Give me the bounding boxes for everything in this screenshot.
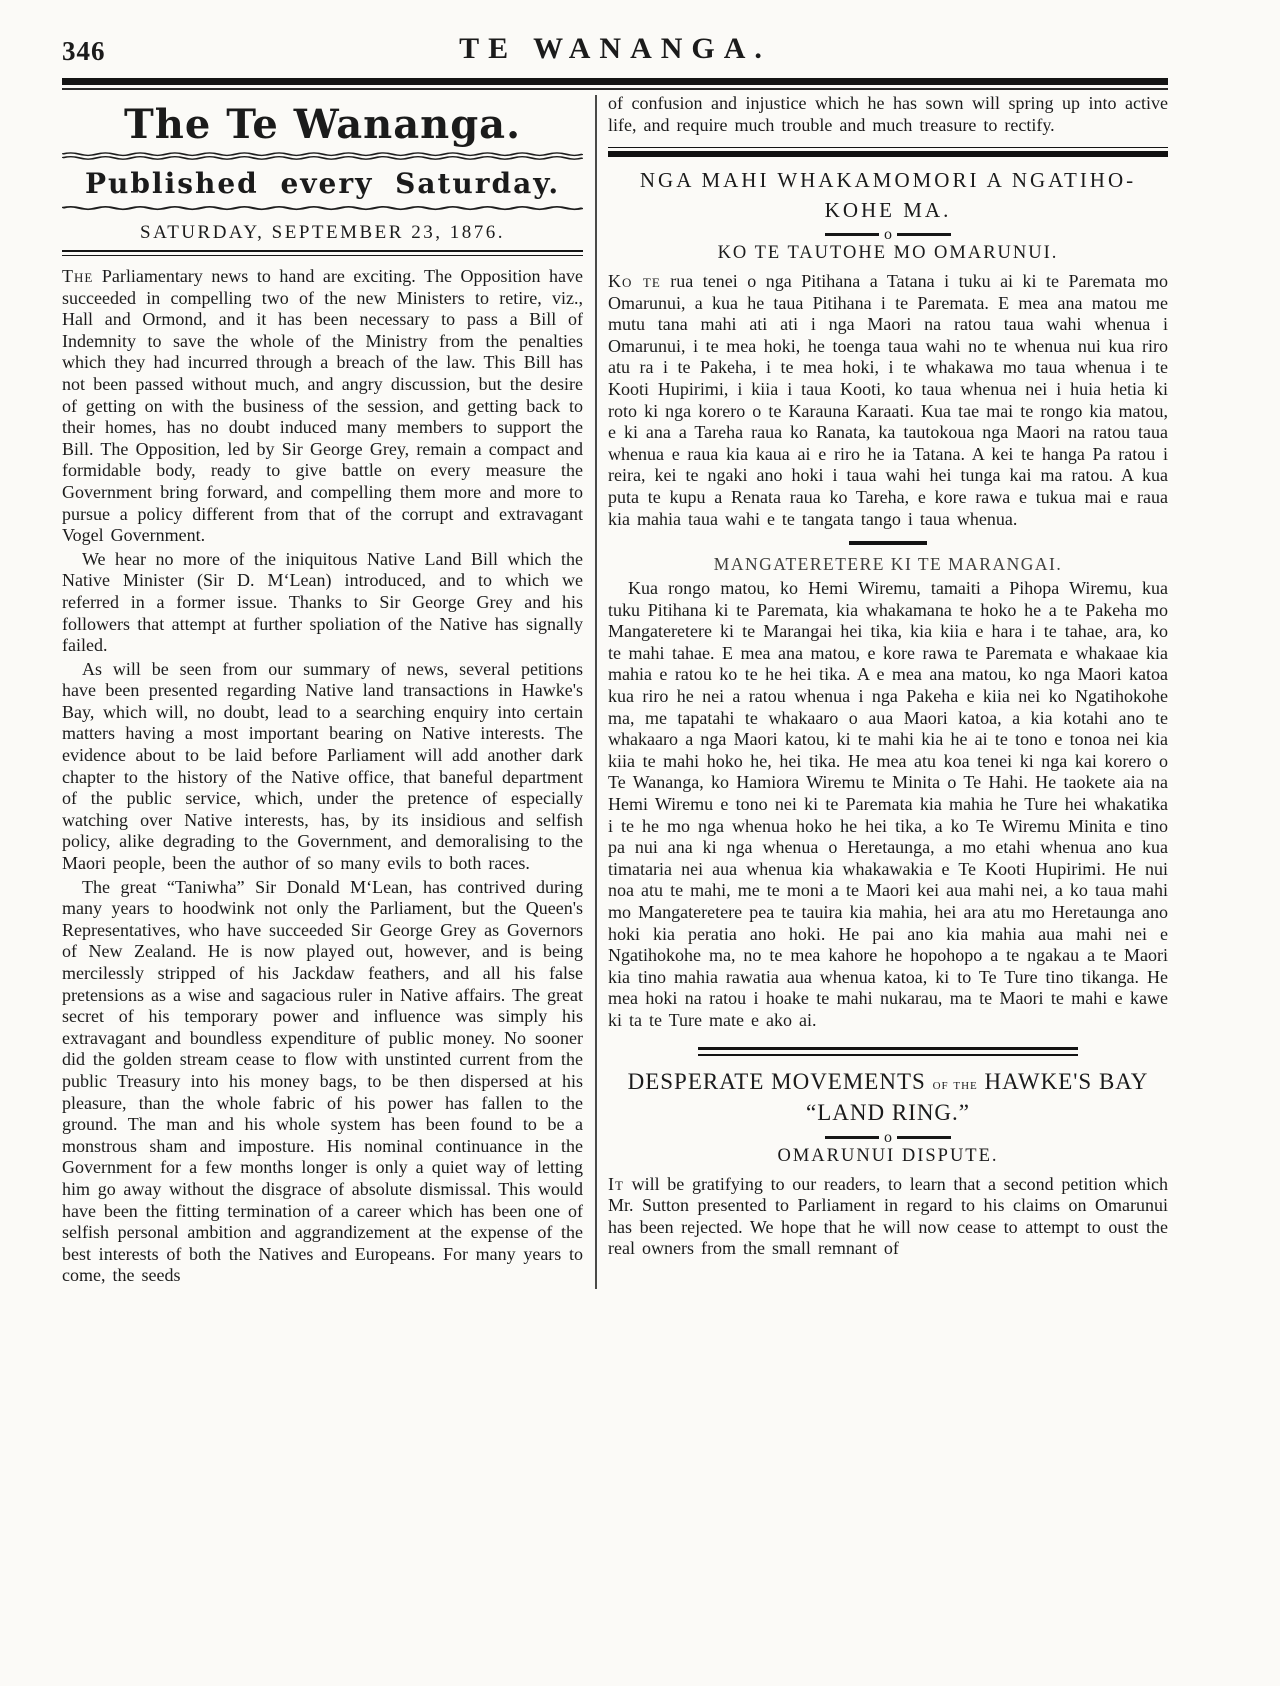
editorial-paragraph (62, 266, 583, 547)
separator-o: o (884, 1128, 892, 1146)
article-heading-mangateretere: MANGATERETERE KI TE MARANGAI. (713, 554, 1063, 575)
header-rule (62, 78, 1168, 90)
short-rule (849, 541, 927, 545)
paragraph-text: of confusion and injustice which he has sown will spring up into active life, and require much trouble and much treasure to rectify. (608, 93, 1168, 135)
paragraph-text: rua tenei o nga Pitihana a Tatana i tuku ai ki te Paremata mo Omarunui, a kua he taua Pitihana i te Paremata. E mea ana matou me mutu tana mahi ati ati i nga Maori na ratou taua wahi whenua i Omarunui, i te mea hoki, he toenga taua wahi no te whenua nui kua riro atu ra i te Pakeha, i te mea hoki, i te whakawa mo taua whenua i te Kooti Hupirimi, i kiia i taua Kooti, ko taua whenua nei i huia hetia ki roto ki nga korero o te Karauna Karaati. Kua tae mai te rongo kia matou, e ki ana a Tareha raua ko Ranata, ka tautokoua nga Maori na ratou taua whenua e raua kia kaua ai e riro he ia Tatana. A kei te hanga Pa ratou i reira, kei te ngaki ano hoki i taua wahi hei tunga kai ma ratou. A kua puta te kupu a Renata raua ko Tareha, e kore rawa e tukua mai e raua kia mahia taua wahi e te tangata tango i taua whenua. (608, 270, 1169, 529)
article-subheading-tautohe: KO TE TAUTOHE MO OMARUNUI. (717, 242, 1059, 263)
editorial-paragraph (62, 549, 583, 657)
ornament-separator (608, 1128, 1168, 1146)
separator-o: o (884, 225, 892, 243)
separator-line (897, 233, 951, 236)
decorative-wavy-rule (62, 203, 583, 213)
heading-part: HAWKE'S BAY “LAND RING.” (805, 1068, 1149, 1125)
date-line: SATURDAY, SEPTEMBER 23, 1876. (140, 222, 505, 243)
paragraph-text: As will be seen from our summary of news, several petitions have been presented regarding Native land transactions in Hawke's Bay, which will, no doubt, lead to a searching enquiry into certain matters having a most important bearing on Native interests. The evidence about to be laid before Parliament will add another dark chapter to the history of the Native office, that baneful department of the public service, which, under the pretence of especially watching over Native interests, has, by its insidious and selfish policy, alike degrading to the Government, and demoralising to the Maori people, been the author of so many evils to both races. (62, 658, 583, 874)
double-rule (62, 250, 583, 256)
published-line: Published every Saturday. (84, 167, 561, 200)
decorative-wavy-rule (62, 151, 583, 161)
paragraph-text: The great “Taniwha” Sir Donald M‘Lean, has contrived during many years to hoodwink not only the Parliament, but the Queen's Representatives, who have succeeded Sir George Grey as Governors of New Zealand. He is now played out, however, and is being mercilessly stripped of his Jackdaw feathers, and all his false pretensions as a wise and sagacious ruler in Native affairs. The great secret of his temporary power and influence was simply his extravagant and boundless expenditure of public money. No sooner did the golden stream cease to flow with unstinted current from the public Treasury into his money bags, to be then dispersed at his pleasure, than the whole fabric of his power has fallen to the ground. The man and his whole system has been found to be a monstrous sham and imposture. His nominal continuance in the Government for a few months longer is only a quiet way of letting him go away without the disgrace of absolute dismissal. This would have been the fitting termination of a career which has been one of selfish personal ambition and aggrandizement at the expense of the best interests of both the Natives and Europeans. For many years to come, the seeds (62, 876, 583, 1286)
left-column (62, 93, 583, 1289)
lead-word: The (62, 266, 94, 286)
right-column (608, 93, 1168, 1289)
heavy-rule (608, 147, 1168, 157)
columns (62, 93, 1168, 1289)
editorial-paragraph (62, 877, 583, 1287)
article-subheading-omarunui: OMARUNUI DISPUTE. (777, 1145, 999, 1166)
paper-title: TE WANANGA. (459, 32, 771, 65)
maori-paragraph (608, 578, 1168, 1031)
paragraph-text: Kua rongo matou, ko Hemi Wiremu, tamaiti a Pihopa Wiremu, kua tuku Pitihana ki te Paremata, kia whakamana te hoko he a te Pakeha mo Mangateretere ki te Marangai hei tika, kia kiia e hara i te tahae, ara, ko te mahi tahae. E mea ana matou, e kore rawa te Paremata e whakaae kia mahia e ratou ko te he hei tika. A e mea ana matou, ko nga Maori katoa kua riro he nei a ratou whenua i nga Pakeha e kiia nei ko Ngatihokohe ma, me tapatahi te whakaaro o aua Maori katoa, a kia kotahi ano te whakaaro a nga Maori katou, ki te mahi kia he ai te tono e tonoa nei kia kiia te mahi hoko he, hei tika. He mea atu koa tenei ki nga kai korero o Te Wananga, ko Hamiora Wiremu te Minita o Te Hahi. He taokete aia na Hemi Wiremu e tono nei ki te Paremata kia mahia he Ture hei whakatika i te he mo nga whenua hoko he hei tika, a ko Te Wiremu Minita e tino pa nui ana ki nga whenua o Heretaunga, a mo etahi whenua ano kua timataria nei aua whenua kia whakawakia e Te Kooti Hupirimi. He nui noa atu te mahi, me te moni a te Maori kei aua mahi nei, a ko taua mahi mo Mangateretere pea te tauira kia mahia, hei ara atu mo Heretaunga ano hoki kia peratia ano hoki. He pai ano kia mahia aua mahi nei e Ngatihokohe ma, no te mea kahore he hopohopo a te ngakau a te Maori kia tino mahia rawatia aua whenua katoa, ki to Te Ture tino tikanga. He mea hoki na ratou i hoake te mahi nukarau, ma te Maori te mahi e kawe ki ta te Ture mate e ako ai. (608, 578, 1168, 1030)
article-heading-desperate (614, 1066, 1162, 1128)
masthead-title: The Te Wananga. (123, 101, 522, 148)
separator-line (825, 233, 879, 236)
column-divider (595, 95, 597, 1289)
separator-line (825, 1136, 879, 1139)
heading-of-the: of the (932, 1076, 978, 1093)
paragraph-text: We hear no more of the iniquitous Native Land Bill which the Native Minister (Sir D. M‘Lean) introduced, and to which we referred in a former issue. Thanks to Sir George Grey and his followers that attempt at further spoliation of the Native has signally failed. (62, 548, 583, 656)
article-heading-nga-mahi: NGA MAHI WHAKAMOMORI A NGATIHO-KOHE MA. (639, 168, 1137, 222)
page-header (62, 30, 1168, 78)
editorial-paragraph (62, 659, 583, 875)
double-rule-long (698, 1047, 1078, 1056)
heading-part: DESPERATE MOVEMENTS (627, 1068, 926, 1094)
paragraph-text: Parliamentary news to hand are exciting. The Opposition have succeeded in compelling two of the new Ministers to retire, viz., Hall and Ormond, and it has been necessary to pass a Bill of Indemnity to save the whole of the Ministry from the penalties which they had incurred through a breach of the law. This Bill has not been passed without much, and angry discussion, but the desire of getting on with the business of the session, and getting back to their homes, has no doubt induced many members to support the Bill. The Opposition, led by Sir George Grey, remain a compact and formidable body, ready to give battle on every measure the Government bring forward, and compelling them more and more to pursue a policy different from that of the corrupt and extravagant Vogel Government. (62, 266, 583, 546)
page-number: 346 (62, 36, 106, 66)
separator-line (897, 1136, 951, 1139)
maori-paragraph (608, 271, 1168, 530)
ornament-separator (608, 225, 1168, 243)
lead-word: Ko te (608, 270, 661, 291)
lead-word: It (608, 1173, 624, 1194)
continuation-paragraph (608, 93, 1168, 136)
paragraph-text: will be gratifying to our readers, to learn that a second petition which Mr. Sutton presented to Parliament in regard to his claims on Omarunui has been rejected. We hope that he will now cease to attempt to oust the real owners from the small remnant of (608, 1173, 1168, 1259)
english-paragraph (608, 1174, 1168, 1260)
